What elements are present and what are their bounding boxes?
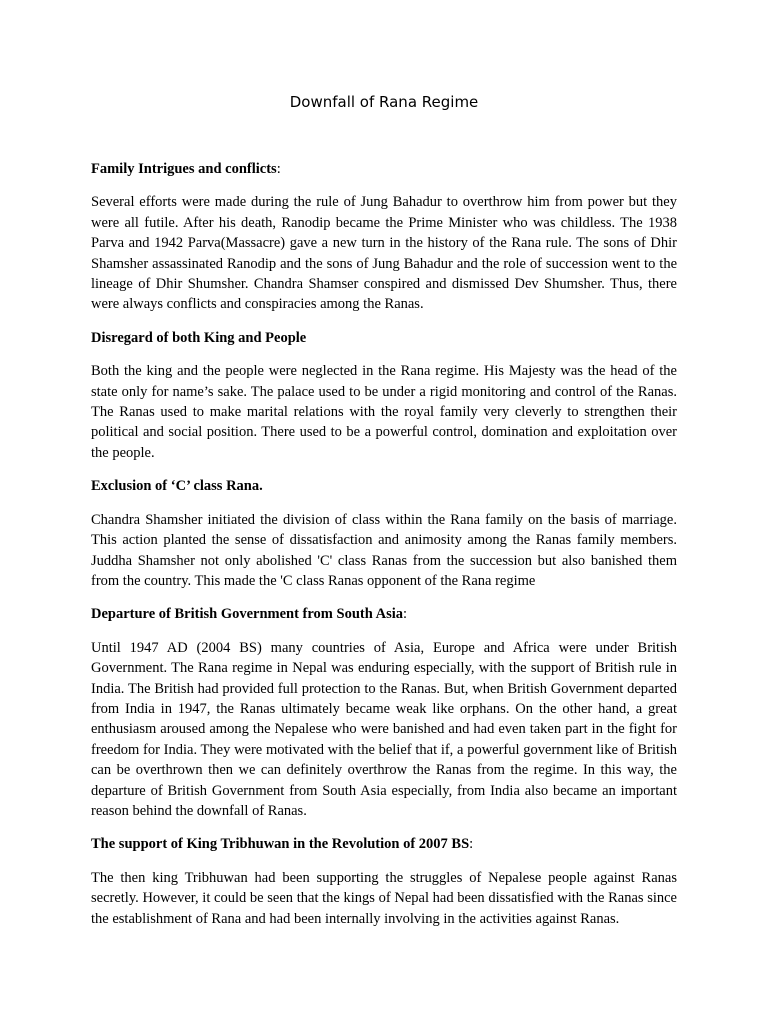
section-heading-text: Family Intrigues and conflicts xyxy=(91,161,277,177)
section-king-tribhuwan-support xyxy=(91,834,677,929)
document-body xyxy=(91,159,677,942)
section-heading-suffix: : xyxy=(469,836,474,853)
section-heading-suffix: : xyxy=(276,161,281,177)
section-paragraph: Several efforts were made during the rule of Jung Bahadur to overthrow him from power but they were all futile. After his death, Ranodip became the Prime Minister who was childless. The 1938 Parva and 1942 Parva(Massacre) gave a new turn in the history of the Rana rule. The sons of Dhir Shamsher assassinated Ranodip and the sons of Jung Bahadur and the role of succession went to the lineage of Dhir Shumsher. Chandra Shamser conspired and dismissed Dev Shumsher. Thus, there were always conflicts and conspiracies among the Ranas. xyxy=(91,194,677,313)
section-heading xyxy=(91,159,677,179)
section-heading xyxy=(91,604,677,624)
document-title: Downfall of Rana Regime xyxy=(289,93,479,111)
section-exclusion-c-class xyxy=(91,476,677,591)
section-heading xyxy=(91,328,677,348)
section-heading-text: Disregard of both King and People xyxy=(91,329,307,346)
section-paragraph: The then king Tribhuwan had been supporting the struggles of Nepalese people against Ranas secretly. However, it could be seen that the kings of Nepal had been dissatisfied with the Ranas since the establishment of Rana and had been internally involving in the activities against Ranas. xyxy=(91,869,677,927)
section-paragraph: Until 1947 AD (2004 BS) many countries of Asia, Europe and Africa were under British Government. The Rana regime in Nepal was enduring especially, with the support of British rule in India. The British had provided full protection to the Ranas. But, when British Government departed from India in 1947, the Ranas ultimately became weak like orphans. On the other hand, a great enthusiasm aroused among the Nepalese who were banished and had even taken part in the fight for freedom for India. They were motivated with the belief that if, a powerful government like of British can be overthrown then we can definitely overthrow the Ranas from the regime. In this way, the departure of British Government from South Asia especially, from India also became an important reason behind the downfall of Ranas. xyxy=(91,639,677,819)
section-british-departure xyxy=(91,604,677,821)
section-heading xyxy=(91,476,677,496)
section-paragraph: Chandra Shamsher initiated the division of class within the Rana family on the basis of marriage. This action planted the sense of dissatisfaction and animosity among the Ranas family members. Juddha Shamsher not only abolished 'C' class Ranas from the succession but also banished them from the country. This made the 'C class Ranas opponent of the Rana regime xyxy=(91,511,677,589)
section-disregard-king-people xyxy=(91,328,677,463)
section-family-intrigues xyxy=(91,159,677,315)
section-heading-text: The support of King Tribhuwan in the Revolution of 2007 BS xyxy=(91,836,470,853)
section-heading xyxy=(91,834,677,854)
section-heading-suffix: : xyxy=(403,606,408,623)
section-paragraph: Both the king and the people were neglected in the Rana regime. His Majesty was the head of the state only for name’s sake. The palace used to be under a rigid monitoring and control of the Ranas. The Ranas used to make marital relations with the royal family very cleverly to strengthen their political and social position. There used to be a powerful control, domination and exploitation over the people. xyxy=(91,363,677,461)
section-heading-text: Exclusion of ‘C’ class Rana. xyxy=(91,478,263,495)
section-heading-text: Departure of British Government from South Asia xyxy=(91,606,404,623)
